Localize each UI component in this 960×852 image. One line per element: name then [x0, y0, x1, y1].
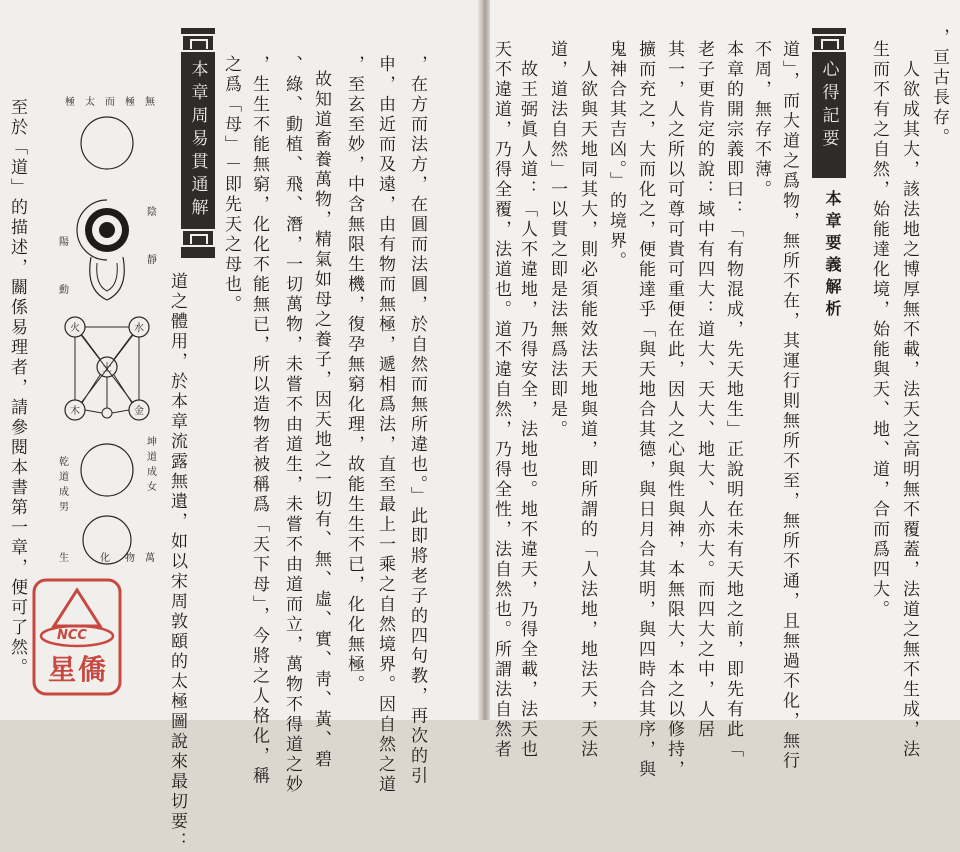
left-text-line: 道之體用，於本章流露無遺，如以宋周敦頤的太極圖說來最切要： [167, 272, 187, 852]
right-text-line: 人欲成其大，該法地之博厚無不載，法天之高明無不覆蓋，法道之無不生成，法 [899, 60, 919, 760]
stamp-letters: NCC [57, 628, 87, 643]
wuji-circle [81, 117, 133, 169]
diagram-label-yin: 陰 [147, 207, 157, 218]
right-text-line: 故王弼眞人道：「人不違地，乃得安全，法地也。地不違天，乃得全載，法天也 [517, 60, 537, 760]
caption-text: 至於「道」的描述，關係易理者，請參閱本書第一章，便可了然。 [7, 98, 27, 678]
qian-kun-circle [81, 444, 133, 496]
banner-ornament-bottom [181, 229, 215, 247]
right-text-line: 天不違道，乃得全覆，法道也。道不違自然，乃得全性，法自然也。所謂法自然者 [491, 40, 511, 760]
diagram-label-bottom-4: 生 [59, 553, 69, 564]
diagram-label-fire: 火 [70, 323, 80, 334]
notes-banner-ornament-top [812, 34, 846, 52]
diagram-label-qian-4: 男 [59, 502, 69, 513]
right-text-line: 道」，而大道之爲物，無所不在，其運行則無所不至，無所不通，且無過不化，無行 [779, 40, 799, 772]
right-text-line: 人欲與天地同其大，則必須能效法天地與道，即所謂的「人法地，地法天，天法 [577, 60, 597, 760]
diagram-label-qian-1: 乾 [59, 457, 69, 468]
left-text-col-3 [249, 55, 269, 787]
notes-banner-title: 心得記要 [818, 60, 839, 152]
right-text-col-1 [930, 28, 947, 148]
right-text-col-9 [635, 40, 655, 780]
right-text-col-13 [517, 60, 537, 760]
diagram-label-wood: 木 [70, 406, 80, 417]
left-text-line: ，至玄至妙，中含無限生機，復孕無窮化理，故能生生不已，化化無極。 [344, 55, 364, 695]
right-text-col-8 [664, 40, 684, 780]
right-text-col-5 [751, 40, 771, 200]
left-text-line: 申，由近而及遠，由有物而無極，遞相爲法，直至最上一乘之自然境界。因自然之道 [375, 55, 395, 795]
left-text-col-2 [221, 55, 241, 315]
right-text-col-10 [607, 40, 624, 270]
diagram-label-yang: 陽 [59, 237, 69, 248]
diagram-label-top-2: 極 [125, 97, 135, 108]
left-text-col-6 [344, 55, 364, 695]
left-text-col-4 [282, 55, 302, 795]
right-text-col-11 [577, 60, 597, 760]
left-text-line: ，在方而法方，在圓而法圓，於自然而無所違也。」此即將老子的四句教，再次的引 [407, 55, 427, 787]
chapter-gist-heading [821, 190, 844, 330]
stamp-triangle [54, 590, 100, 626]
chapter-gist-text: 本章要義解析 [823, 190, 842, 322]
left-page [0, 0, 478, 852]
diagram-label-kun-3: 成 [147, 467, 157, 478]
banner-title: 本章周易貫通解 [187, 60, 208, 221]
diagram-label-top-5: 極 [65, 97, 75, 108]
right-text-line: 生而不有之自然，始能達化境，始能與天、地、道，合而爲四大。 [869, 40, 889, 620]
left-text-line: 故知道畜養萬物，精氣如母之養子，因天地之一切有、無、虛、實、靑、黃、碧 [311, 70, 331, 770]
convergence-node [102, 408, 112, 418]
diagram-label-kun-1: 坤 [147, 437, 157, 448]
left-text-line: 之爲「母」－即先天之母也。 [221, 55, 241, 315]
taiji-connector-inner [97, 263, 118, 291]
diagram-label-move: 動 [59, 285, 69, 296]
right-text-line: 鬼神合其吉凶。」的境界。 [606, 40, 626, 272]
stamp-name: 星僑 [48, 653, 109, 686]
right-text-col-3 [869, 40, 889, 620]
right-text-line: 其一，人之所以可尊可貴可重便在此，因人之心與性與神，本無限大，本之以修持， [664, 40, 684, 780]
taiji-connector [90, 257, 125, 300]
right-text-line: 道，道法自然」一以貫之即是法無爲法即是。 [547, 40, 567, 440]
book-gutter [478, 0, 490, 720]
diagram-label-bottom-1: 萬 [145, 553, 155, 564]
right-text-col-12 [547, 40, 567, 440]
diagram-label-bottom-2: 物 [125, 553, 135, 564]
diagram-label-top-4: 太 [85, 97, 95, 108]
banner-ornament-top [181, 34, 215, 52]
right-text-col-4 [779, 40, 799, 772]
left-text-line: ，生生不能無窮，化化不能無已，所以造物者被稱爲「天下母」，今將之人格化，稱 [249, 55, 269, 787]
right-text-line: 老子更肯定的說：域中有四大：道大、天大、地大、人亦大。而四大之中，人居 [694, 40, 714, 740]
taiji-core [99, 222, 115, 238]
left-text-line: 、綠、動植、飛、潛，一切萬物，未嘗不由道生，未嘗不由道而立，萬物不得道之妙 [282, 55, 302, 795]
diagram-label-water: 水 [134, 323, 144, 334]
right-text-line: 本章的開宗義即曰：「有物混成，先天地生」正說明在未有天地之前，即先有此「 [723, 40, 743, 760]
right-text-col-7 [694, 40, 714, 740]
right-text-col-6 [723, 40, 743, 760]
left-text-col-7 [375, 55, 395, 795]
caption-col-1 [7, 98, 27, 678]
taiji-diagram-svg [45, 95, 160, 565]
diagram-label-metal: 金 [134, 406, 144, 417]
diagram-label-kun-2: 道 [147, 452, 157, 463]
left-text-col-8 [407, 55, 427, 787]
diagram-label-qian-2: 道 [59, 472, 69, 483]
diagram-label-earth: 土 [102, 363, 112, 374]
ncc-stamp [32, 578, 122, 696]
right-text-col-2 [899, 60, 919, 760]
left-text-col-1 [167, 272, 187, 852]
left-text-col-5 [311, 70, 331, 770]
right-page [490, 0, 960, 780]
notes-banner [812, 28, 846, 178]
right-text-line: 不周，無存不薄。 [751, 40, 771, 200]
right-text-line: ，亘古長存。 [929, 28, 949, 148]
diagram-label-bottom-3: 化 [100, 553, 110, 564]
diagram-label-quiet: 靜 [147, 255, 157, 266]
taiji-diagram [45, 95, 160, 565]
chapter-analysis-banner [181, 28, 215, 258]
right-text-col-14 [491, 40, 511, 760]
diagram-label-top-3: 而 [105, 97, 115, 108]
right-text-line: 擴而充之，大而化之，便能達乎「與天地合其德，與日月合其明，與四時合其序，與 [635, 40, 655, 780]
diagram-label-top-1: 無 [145, 97, 155, 108]
diagram-label-kun-4: 女 [147, 482, 157, 493]
diagram-label-qian-3: 成 [59, 487, 69, 498]
